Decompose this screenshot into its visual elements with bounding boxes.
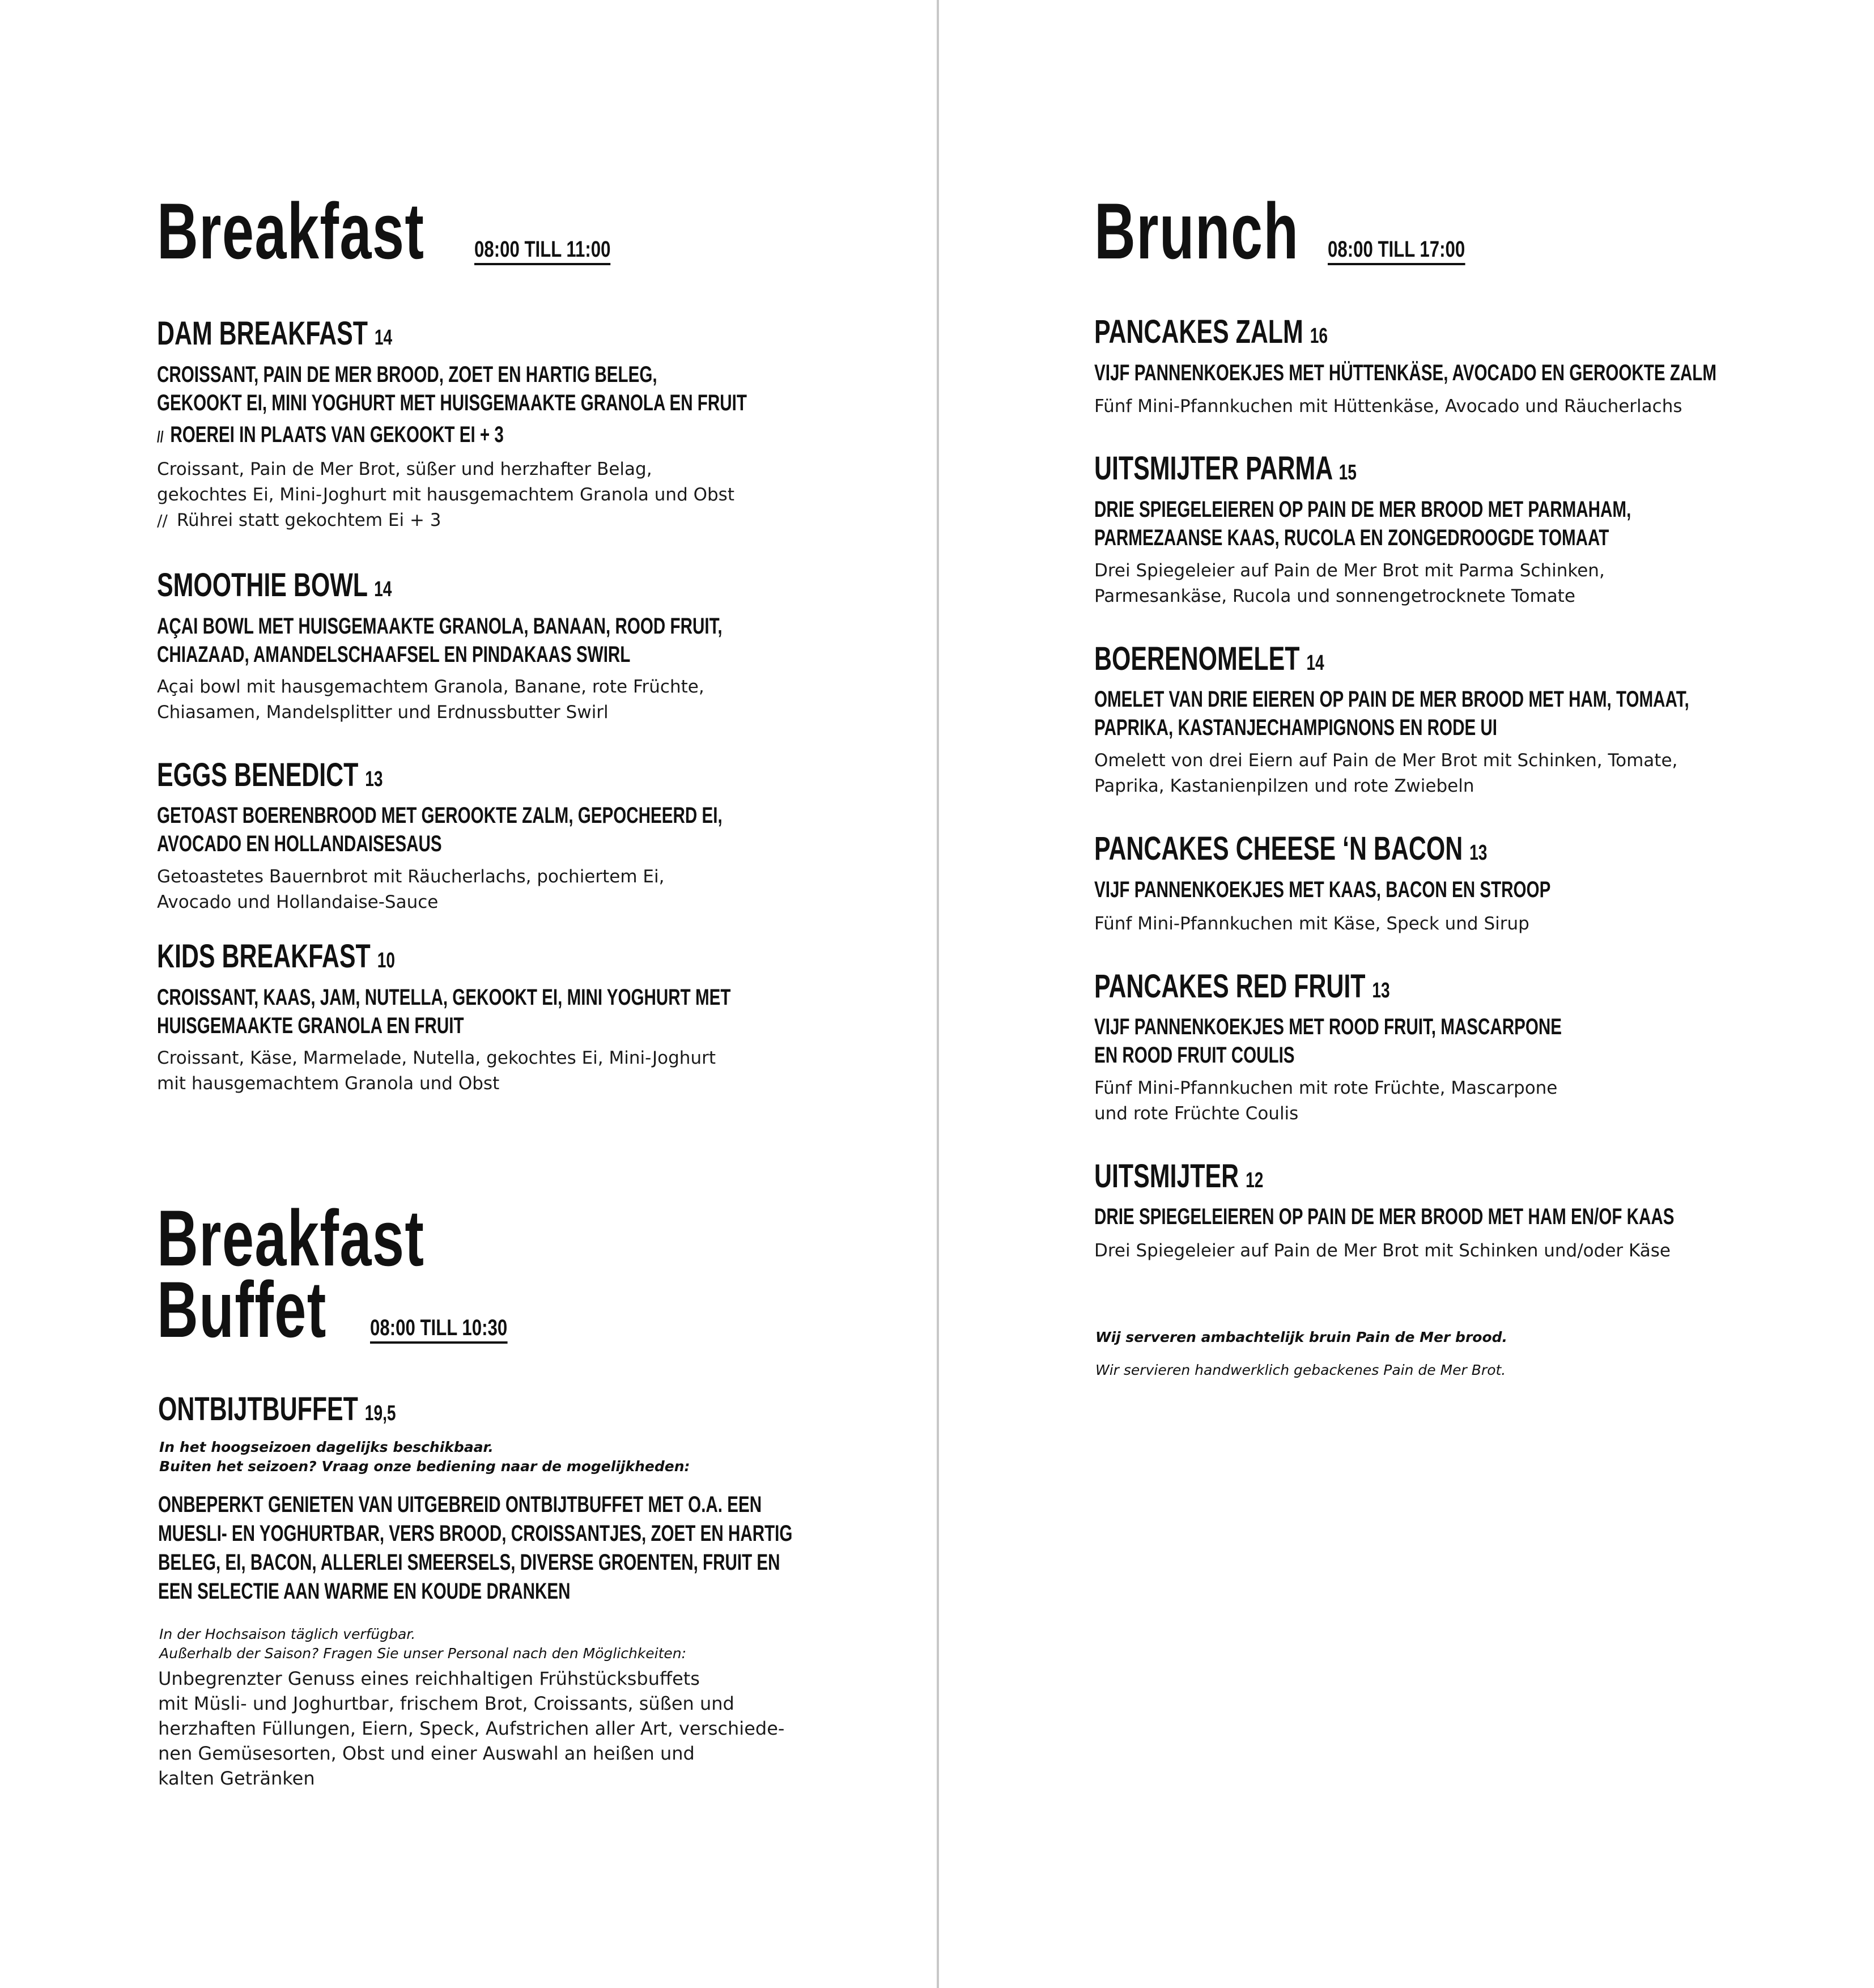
item-title: PANCAKES ZALM (1094, 313, 1303, 350)
item-description-dutch: VIJF PANNENKOEKJES MET ROOD FRUIT, MASCARPONE EN ROOD FRUIT COULIS (1094, 1014, 1562, 1068)
item-price: 13 (1469, 841, 1488, 865)
item-description-german: Drei Spiegeleier auf Pain de Mer Brot mit Parma Schinken, Parmesankäse, Rucola und sonnengetrocknete Tomate (1094, 560, 1605, 606)
item-description-german: Açai bowl mit hausgemachtem Granola, Banane, rote Früchte, Chiasamen, Mandelsplitter und Erdnussbutter Swirl (157, 677, 704, 723)
menu-item-uitsmijter-parma (1094, 450, 1774, 491)
item-name (1094, 1158, 1597, 1199)
bread-footnote-dutch: Wij serveren ambachtelijk bruin Pain de Mer brood. (1095, 1329, 1508, 1345)
item-description-dutch: VIJF PANNENKOEKJES MET KAAS, BACON EN STROOP (1094, 877, 1551, 902)
item-description-dutch: OMELET VAN DRIE EIEREN OP PAIN DE MER BROOD MET HAM, TOMAAT, PAPRIKA, KASTANJECHAMPIGNONS EN RODE UI (1094, 687, 1689, 740)
item-price: 16 (1310, 324, 1328, 348)
item-description-german: Getoastetes Bauernbrot mit Räucherlachs, pochiertem Ei, Avocado und Hollandaise-Sauce (157, 866, 665, 912)
item-price: 12 (1246, 1169, 1264, 1192)
item-option-german: // Rührei statt gekochtem Ei + 3 (157, 510, 441, 530)
breakfast-header (157, 186, 837, 275)
brunch-title: Brunch (1094, 186, 1299, 275)
item-description-german: Fünf Mini-Pfannkuchen mit Käse, Speck und Sirup (1094, 914, 1529, 934)
item-price: 13 (1372, 979, 1390, 1003)
item-price: 19,5 (364, 1401, 396, 1425)
item-description-german: Croissant, Käse, Marmelade, Nutella, gekochtes Ei, Mini-Joghurt mit hausgemachtem Granola und Obst (157, 1048, 716, 1094)
item-name (157, 757, 660, 798)
item-name (157, 315, 660, 356)
item-description-dutch: CROISSANT, PAIN DE MER BROOD, ZOET EN HARTIG BELEG, GEKOOKT EI, MINI YOGHURT MET HUISGEMAAKTE GRANOLA EN FRUIT // ROEREI IN PLAATS VAN GEKOOKT EI + 3 (157, 360, 660, 451)
item-title: ONTBIJTBUFFET (158, 1391, 358, 1428)
availability-note-dutch: In het hoogseizoen dagelijks beschikbaar. Buiten het seizoen? Vraag onze bediening naar de mogelijkheden: (159, 1439, 690, 1475)
item-title: PANCAKES CHEESE ‘N BACON (1094, 830, 1463, 867)
item-description-german: Croissant, Pain de Mer Brot, süßer und herzhafter Belag, gekochtes Ei, Mini-Joghurt mit hausgemachtem Granola und Obst // Rührei statt gekochtem Ei + 3 (157, 457, 837, 533)
availability-note-german: In der Hochsaison täglich verfügbar. Außerhalb der Saison? Fragen Sie unser Personal nach den Möglichkeiten: (159, 1626, 687, 1662)
item-name (1094, 830, 1597, 872)
item-price: 15 (1338, 461, 1357, 485)
menu-item-ontbijtbuffet (158, 1391, 838, 1432)
brunch-header (1094, 186, 1774, 275)
item-price: 13 (365, 767, 383, 791)
buffet-title-line1: Breakfast (157, 1193, 425, 1282)
menu-item-dam-breakfast (157, 315, 837, 356)
breakfast-hours: 08:00 TILL 11:00 (474, 238, 610, 265)
menu-item-pancakes-zalm (1094, 313, 1774, 355)
item-price: 10 (377, 949, 395, 972)
menu-item-pancakes-cheese-bacon (1094, 830, 1774, 872)
item-description-german: Fünf Mini-Pfannkuchen mit Hüttenkäse, Avocado und Räucherlachs (1094, 396, 1682, 417)
page-divider (937, 0, 939, 1988)
item-title: PANCAKES RED FRUIT (1094, 968, 1366, 1005)
menu-item-pancakes-red-fruit (1094, 968, 1774, 1009)
option-marker: // (157, 428, 164, 445)
item-name (1094, 313, 1597, 355)
item-option-dutch: // ROEREI IN PLAATS VAN GEKOOKT EI + 3 (157, 422, 504, 447)
item-name (157, 938, 660, 979)
item-description-dutch: DRIE SPIEGELEIEREN OP PAIN DE MER BROOD MET PARMAHAM, PARMEZAANSE KAAS, RUCOLA EN ZONGEDROOGDE TOMAAT (1094, 497, 1631, 550)
item-description-dutch: ONBEPERKT GENIETEN VAN UITGEBREID ONTBIJTBUFFET MET O.A. EEN MUESLI- EN YOGHURTBAR, VERS BROOD, CROISSANTJES, ZOET EN HARTIG BELEG, EI, BACON, ALLERLEI SMEERSELS, DIVERSE GROENTEN, FRUIT EN EEN SELECTIE AAN WARME EN KOUDE DRANKEN (158, 1492, 793, 1604)
item-description-dutch: DRIE SPIEGELEIEREN OP PAIN DE MER BROOD MET HAM EN/OF KAAS (1094, 1204, 1675, 1229)
menu-item-boerenomelet (1094, 640, 1774, 682)
menu-item-eggs-benedict (157, 757, 837, 798)
item-title: UITSMIJTER (1094, 1158, 1239, 1195)
item-description-german: Unbegrenzter Genuss eines reichhaltigen Frühstücksbuffets mit Müsli- und Joghurtbar, frischem Brot, Croissants, süßen und herzhaften Füllungen, Eiern, Speck, Aufstrichen aller Art, verschiede- nen Gemüsesorten, Obst und einer Auswahl an heißen und kalten Getränken (158, 1668, 785, 1789)
item-name (1094, 640, 1597, 682)
buffet-header (157, 1193, 837, 1354)
item-title: UITSMIJTER PARMA (1094, 450, 1332, 487)
item-price: 14 (1306, 651, 1324, 675)
option-marker: // (157, 511, 168, 530)
item-title: KIDS BREAKFAST (157, 938, 371, 975)
item-name (157, 567, 660, 608)
menu-item-uitsmijter (1094, 1158, 1774, 1199)
item-name (1094, 968, 1597, 1009)
item-description-dutch: VIJF PANNENKOEKJES MET HÜTTENKÄSE, AVOCADO EN GEROOKTE ZALM (1094, 360, 1717, 385)
item-price: 14 (374, 577, 392, 601)
item-description-german: Fünf Mini-Pfannkuchen mit rote Früchte, Mascarpone und rote Früchte Coulis (1094, 1078, 1558, 1124)
breakfast-title: Breakfast (157, 186, 425, 275)
item-description-dutch: GETOAST BOERENBROOD MET GEROOKTE ZALM, GEPOCHEERD EI, AVOCADO EN HOLLANDAISESAUS (157, 803, 723, 856)
buffet-title-line2: Buffet (157, 1265, 327, 1354)
menu-item-smoothie-bowl (157, 567, 837, 608)
item-description-dutch: AÇAI BOWL MET HUISGEMAAKTE GRANOLA, BANAAN, ROOD FRUIT, CHIAZAAD, AMANDELSCHAAFSEL EN PINDAKAAS SWIRL (157, 614, 723, 667)
item-description-german: Omelett von drei Eiern auf Pain de Mer Brot mit Schinken, Tomate, Paprika, Kastanienpilzen und rote Zwiebeln (1094, 750, 1678, 796)
buffet-hours: 08:00 TILL 10:30 (370, 1316, 507, 1344)
bread-footnote-german: Wir servieren handwerklich gebackenes Pain de Mer Brot. (1095, 1362, 1506, 1378)
item-title: DAM BREAKFAST (157, 315, 368, 352)
item-title: BOERENOMELET (1094, 640, 1300, 677)
item-title: SMOOTHIE BOWL (157, 567, 368, 604)
menu-item-kids-breakfast (157, 938, 837, 979)
item-name (158, 1391, 661, 1432)
brunch-hours: 08:00 TILL 17:00 (1328, 238, 1465, 265)
item-description-german: Drei Spiegeleier auf Pain de Mer Brot mit Schinken und/oder Käse (1094, 1241, 1671, 1261)
item-price: 14 (374, 326, 393, 350)
item-title: EGGS BENEDICT (157, 757, 359, 793)
item-name (1094, 450, 1597, 491)
item-description-dutch: CROISSANT, KAAS, JAM, NUTELLA, GEKOOKT EI, MINI YOGHURT MET HUISGEMAAKTE GRANOLA EN FRUIT (157, 985, 731, 1038)
